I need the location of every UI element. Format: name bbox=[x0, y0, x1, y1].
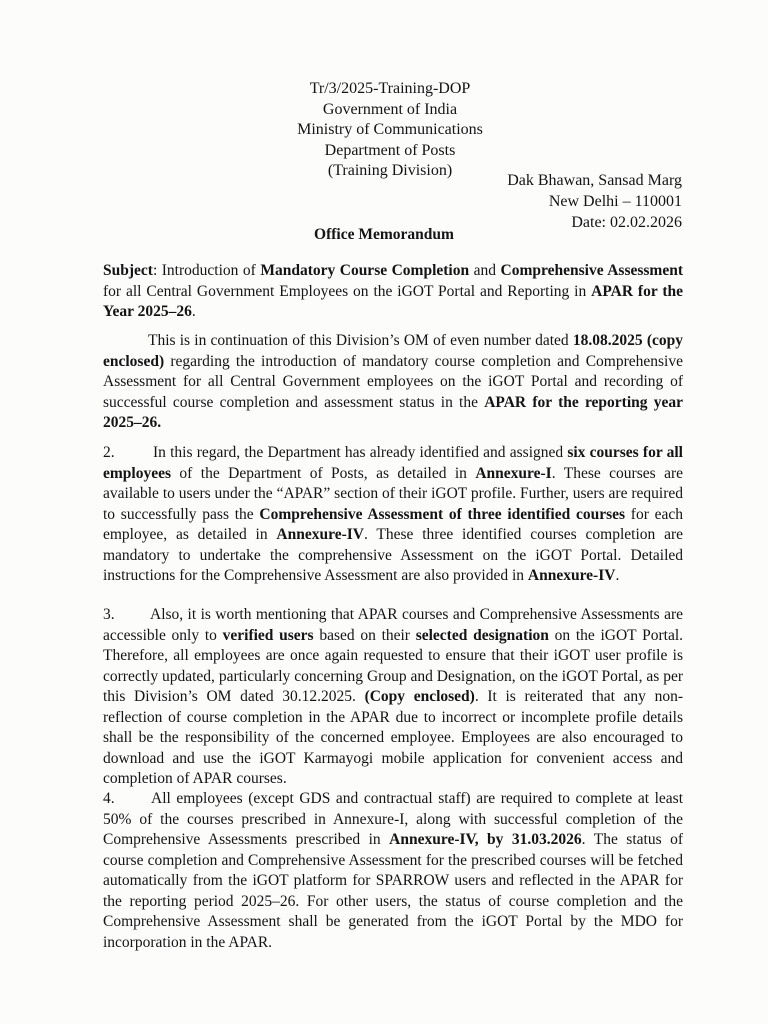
department-line: Department of Posts bbox=[324, 141, 456, 159]
para-text: . These courses are available to users under the “APAR” section of their iGOT profile. Further, users are required to successfully pass the bbox=[103, 464, 683, 523]
memo-title: Office Memorandum bbox=[314, 226, 454, 243]
para-text: Also, it is worth mentioning that APAR courses and Comprehensive Assessments are accessible only to bbox=[103, 606, 683, 644]
memo-date: Date: 02.02.2026 bbox=[571, 214, 682, 231]
paragraph-number: 2. bbox=[103, 444, 115, 461]
paragraph-number: 4. bbox=[103, 790, 115, 807]
para-bold: verified users bbox=[222, 626, 314, 644]
reference-number: Tr/3/2025-Training-DOP bbox=[309, 80, 471, 97]
paragraph-1 bbox=[103, 331, 683, 434]
para-text: . bbox=[615, 567, 620, 584]
para-bold: Annexure-IV bbox=[527, 567, 616, 584]
para-bold: 18.08.2025 (copy enclosed) bbox=[103, 332, 683, 370]
para-text: regarding the introduction of mandatory course completion and Comprehensive Assessment for all Central Government employees on the iGOT Portal and recording of successful course completion and assessment status in the bbox=[103, 352, 683, 411]
para-text: . The status of course completion and Comprehensive Assessment for the prescribed courses will be fetched automatically from the iGOT platform for SPARROW users and reflected in the APAR for the reporting period 2025–26. For other users, the status of course completion and the Comprehensive Assessment shall be generated from the iGOT Portal by the MDO for incorporation in the APAR. bbox=[103, 831, 683, 951]
para-bold: APAR for the reporting year 2025–26. bbox=[103, 393, 683, 431]
paragraph-3 bbox=[103, 605, 683, 790]
subject-text: . bbox=[191, 303, 196, 320]
address-line-1: Dak Bhawan, Sansad Marg bbox=[507, 172, 682, 189]
para-text: on the iGOT Portal. Therefore, all employees are once again requested to ensure that their iGOT user profile is correctly updated, particularly concerning Group and Designation, on the iGOT Portal, as per this Division’s OM dated 30.12.2025. bbox=[103, 626, 684, 705]
ministry-line: Ministry of Communications bbox=[297, 121, 483, 138]
address-block bbox=[507, 170, 682, 233]
para-bold: selected designation bbox=[415, 626, 549, 644]
government-line: Government of India bbox=[322, 100, 458, 118]
para-text: . It is reiterated that any non-reflection of course completion in the APAR due to incorrect or incomplete profile details shall be the responsibility of the concerned employee. Employees are also encouraged to download and use the iGOT Karmayogi mobile application for convenient access and completion of APAR courses. bbox=[103, 688, 683, 787]
para-bold: (Copy enclosed) bbox=[364, 688, 475, 705]
address-line-2: New Delhi – 110001 bbox=[548, 193, 682, 210]
subject-paragraph bbox=[103, 261, 683, 323]
para-bold: Annexure-I bbox=[475, 464, 552, 482]
para-text: This is in continuation of this Division’s OM of even number dated bbox=[148, 332, 573, 349]
subject-text: : Introduction of bbox=[152, 262, 261, 279]
paragraph-2 bbox=[103, 443, 683, 587]
para-text: In this regard, the Department has already identified and assigned bbox=[153, 444, 568, 461]
subject-text: for all Central Government Employees on the iGOT Portal and Reporting in bbox=[103, 282, 592, 300]
subject-bold: Mandatory Course Completion bbox=[260, 262, 470, 279]
para-bold: Comprehensive Assessment of three identified courses bbox=[259, 505, 626, 523]
paragraph-number: 3. bbox=[103, 606, 115, 623]
para-text: . These three identified courses completion are mandatory to undertake the comprehensive Assessment on the iGOT Portal. Detailed instructions for the Comprehensive Assessment are also provided in bbox=[103, 526, 683, 584]
paragraph-4 bbox=[103, 789, 683, 953]
para-text: All employees (except GDS and contractual staff) are required to complete at least 50% of the courses prescribed in Annexure-I, along with successful completion of the Comprehensive Assessments prescribed in bbox=[103, 790, 683, 848]
letterhead bbox=[240, 79, 540, 182]
subject-label: Subject bbox=[103, 262, 153, 279]
para-text: based on their bbox=[313, 626, 416, 644]
subject-bold: APAR for the Year 2025–26 bbox=[103, 282, 683, 320]
para-bold: Annexure-IV bbox=[276, 526, 364, 543]
para-bold: Annexure-IV, by 31.03.2026 bbox=[389, 831, 582, 848]
subject-bold: Comprehensive Assessment bbox=[500, 262, 684, 279]
division-line: (Training Division) bbox=[327, 162, 453, 179]
para-text: of the Department of Posts, as detailed in bbox=[171, 464, 476, 482]
para-bold: six courses for all employees bbox=[103, 444, 683, 482]
para-text: for each employee, as detailed in bbox=[103, 505, 684, 543]
subject-text: and bbox=[469, 262, 501, 279]
